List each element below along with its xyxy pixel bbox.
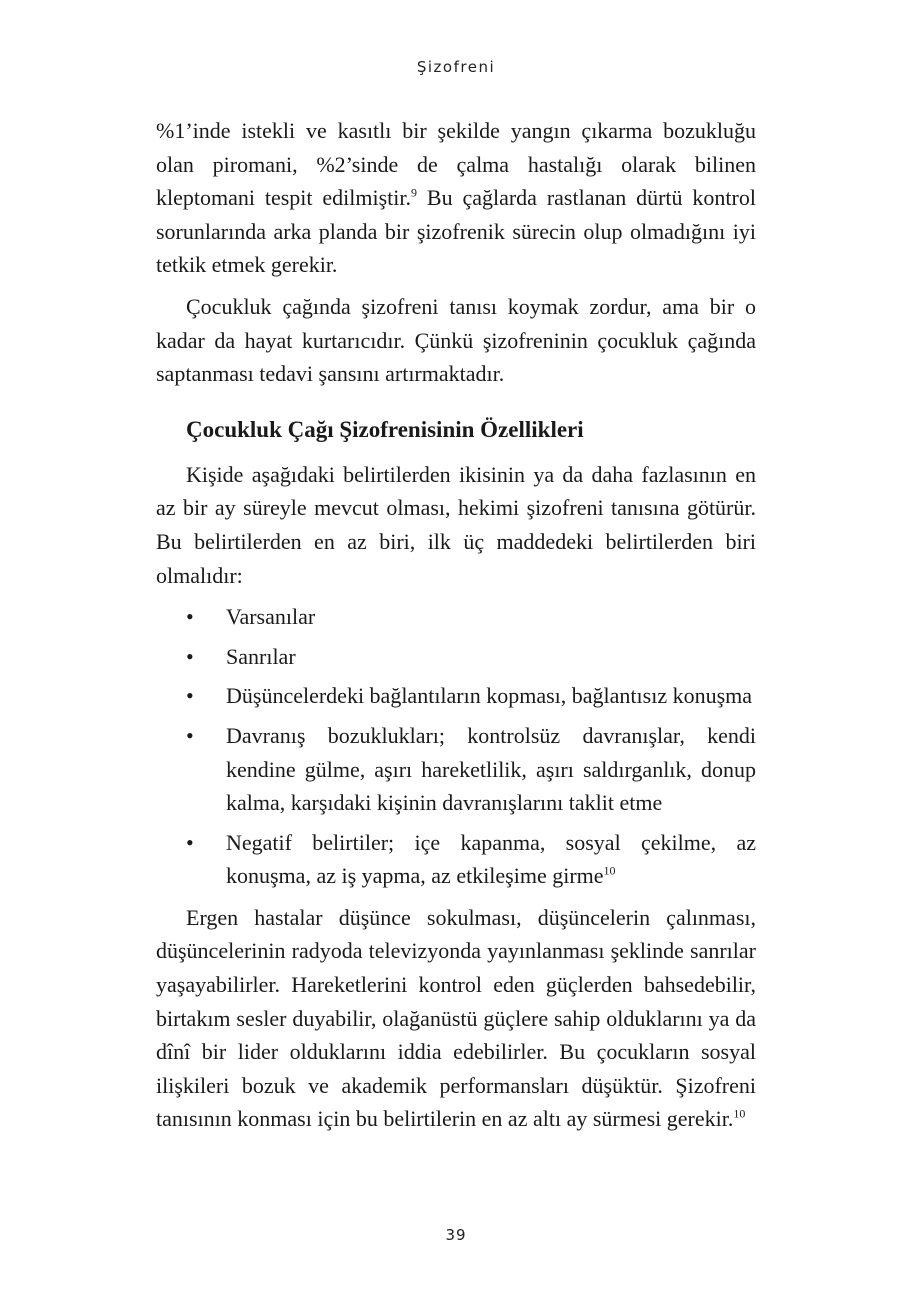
paragraph-adolescents [156,901,756,1136]
footnote-ref: 9 [411,185,418,200]
section-heading: Çocukluk Çağı Şizofrenisinin Özellikleri [186,416,584,442]
bullet-icon: • [186,683,194,709]
bullet-icon: • [186,604,194,630]
list-item [156,719,756,820]
list-item [156,640,756,674]
list-item-text: Varsanılar [226,604,316,630]
list-item [156,600,756,634]
paragraph-symptoms-intro: Kişide aşağıdaki belirtilerden ikisinin ya da daha fazlasının en az bir ay süreyle mevcut olması, hekimi şizofreni tanısına götürür. Bu belirtilerden en az biri, ilk üç maddedeki belirtilerden biri olmalıdır: [156,461,756,588]
paragraph-piromani [156,114,756,282]
paragraph-diagnosis: Çocukluk çağında şizofreni tanısı koymak zordur, ama bir o kadar da hayat kurtarıcıdır. Çünkü şizofreninin çocukluk çağında saptanması tedavi şansını artırmaktadır. [156,293,756,387]
bullet-icon: • [186,722,194,748]
page-number: 39 [445,1226,467,1244]
paragraph-text-continued: Bu çağlarda rastlanan dürtü kontrol sorunlarında arka planda bir şizofrenik sürecin olup olmadığını iyi tetkik etmek gerekir. [156,185,756,278]
footnote-ref: 10 [733,1107,746,1122]
bullet-icon: • [186,643,194,669]
paragraph-text: %1’inde istekli ve kasıtlı bir şekilde yangın çıkarma bozukluğu olan piromani, %2’sinde de çalma hastalığı olarak bilinen kleptomani tespit edilmiştir. [156,118,756,211]
footnote-ref: 10 [603,863,616,878]
bullet-icon: • [186,829,194,855]
list-item-text: Davranış bozuklukları; kontrolsüz davranışlar, kendi kendine gülme, aşırı hareketlilik, aşırı saldırganlık, donup kalma, karşıdaki kişinin davranışlarını taklit etme [226,722,756,816]
symptom-list [156,600,756,893]
list-item [156,679,756,713]
list-item-text: Sanrılar [226,643,296,669]
list-item-text: Negatif belirtiler; içe kapanma, sosyal çekilme, az konuşma, az iş yapma, az etkileşime girme [226,829,756,889]
running-head: Şizofreni [416,58,496,76]
paragraph-text: Ergen hastalar düşünce sokulması, düşüncelerin çalınması, düşüncelerinin radyoda televizyonda yayınlanması şeklinde sanrılar yaşayabilirler. Hareketlerini kontrol eden güçlerden bahsedebilir, birtakım sesler duyabilir, olağanüstü güçlere sahip olduklarını ya da dînî bir lider olduklarını iddia edebilirler. Bu çocukların sosyal ilişkileri bozuk ve akademik performansları düşüktür. Şizofreni tanısının konması için bu belirtilerin en az altı ay sürmesi gerekir. [156,904,756,1132]
list-item [156,826,756,893]
list-item-text: Düşüncelerdeki bağlantıların kopması, bağlantısız konuşma [226,683,753,709]
body-text [156,114,756,1136]
